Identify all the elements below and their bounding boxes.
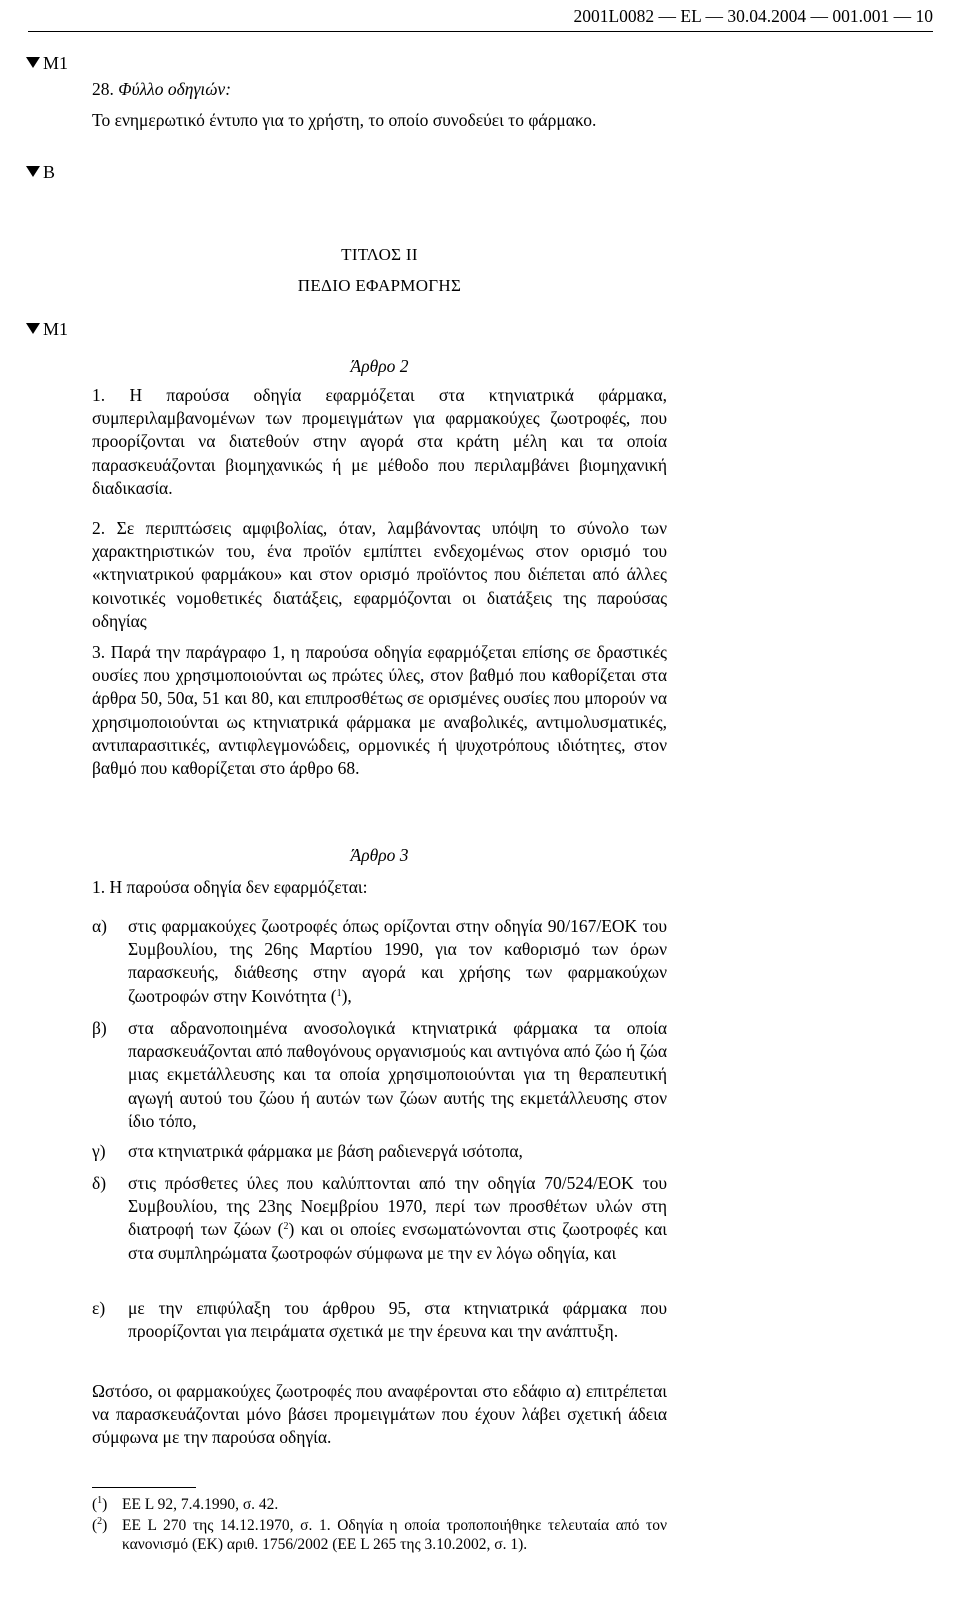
list-item-text: στα κτηνιατρικά φάρμακα με βάση ραδιενεργά ισότοπα,: [128, 1141, 523, 1161]
list-item-label: γ): [92, 1141, 106, 1161]
article-2-paragraph-2: 2. Σε περιπτώσεις αμφιβολίας, όταν, λαμβάνοντας υπόψη το σύνολο των χαρακτηριστικών του, ένα προϊόν εμπίπτει ενδεχομένως στον ορισμό του «κτηνιατρικού φαρμάκου» και στον ορισμό προϊόντος που διέπεται από άλλες κοινοτικές νομοθετικές διατάξεις, εφαρμόζονται οι διατάξεις της παρούσας οδηγίας: [92, 518, 667, 631]
triangle-down-icon: [26, 166, 40, 177]
list-item-text: στις φαρμακούχες ζωοτροφές όπως ορίζονται στην οδηγία 90/167/ΕΟΚ του Συμβουλίου, της 26ης Μαρτίου 1990, για τον καθορισμό των όρων παρασκευής, διάθεσης στην αγορά και χρήσης των φαρμακούχων ζωοτροφών στην Κοινότητα ($^1$),: [128, 916, 667, 1006]
definition-28-label: 28. Φύλλο οδηγιών:: [92, 79, 232, 99]
list-item-text: στα αδρανοποιημένα ανοσολογικά κτηνιατρικά φάρμακα τα οποία παρασκευάζονται από παθογόνους οργανισμούς και αντιγόνα από ζώο ή ζώα μιας εκμετάλλευσης και τα οποία χρησιμοποιούνται για τη θεραπευτική αγωγή αυτού του ζώου ή αυτών των ζώων αυτής της εκμετάλλευσης στον ίδιο τόπο,: [128, 1018, 667, 1131]
list-item-label: α): [92, 916, 107, 936]
footnote-ref: 1: [336, 987, 342, 999]
list-item: [92, 1140, 667, 1163]
article-2-paragraph-1: 1. Η παρούσα οδηγία εφαρμόζεται στα κτηνιατρικά φάρμακα, συμπεριλαμβανομένων των προμειγμάτων για φαρμακούχες ζωοτροφές, που προορίζονται να διατεθούν στην αγορά στα κράτη μέλη και τα οποία παρασκευάζονται βιομηχανικώς ή με μέθοδο που περιλαμβάνει βιομηχανική διαδικασία.: [92, 385, 667, 498]
list-item: [92, 1172, 667, 1265]
title-number: ΤΙΤΛΟΣ II: [341, 245, 418, 264]
footnote-divider: [92, 1487, 196, 1488]
list-item-label: β): [92, 1018, 107, 1038]
triangle-down-icon: [26, 323, 40, 334]
article-3-closing-paragraph: Ωστόσο, οι φαρμακούχες ζωοτροφές που αναφέρονται στο εδάφιο α) επιτρέπεται να παρασκευάζονται μόνο βάσει προμειγμάτων που έχουν λάβει σχετική άδεια σύμφωνα με την παρούσα οδηγία.: [92, 1381, 667, 1448]
article-2-paragraph-3: 3. Παρά την παράγραφο 1, η παρούσα οδηγία εφαρμόζεται επίσης σε δραστικές ουσίες που χρησιμοποιούνται ως πρώτες ύλες, στον βαθμό που καθορίζεται στα άρθρα 50, 50α, 51 και 80, και επιπροσθέτως σε ορισμένες ουσίες που μπορούν να χρησιμοποιούνται ως κτηνιατρικά φάρμακα με αναβολικές, αντιμολυσματικές, αντιπαρασιτικές, αντιφλεγμονώδεις, ορμονικές ή ψυχοτρόπους ιδιότητες, στον βαθμό που καθορίζεται στο άρθρο 68.: [92, 642, 667, 779]
title-name: ΠΕΔΙΟ ΕΦΑΡΜΟΓΗΣ: [297, 276, 462, 295]
footnote: ($^1$) ΕΕ L 92, 7.4.1990, σ. 42.: [92, 1495, 279, 1513]
amendment-marker-m1: M1: [26, 52, 68, 75]
list-item: [92, 1017, 667, 1133]
article-3-heading: Άρθρο 3: [350, 845, 409, 865]
list-item-label: δ): [92, 1173, 107, 1193]
article-3-paragraph-1: 1. Η παρούσα οδηγία δεν εφαρμόζεται:: [92, 877, 368, 897]
triangle-down-icon: [26, 57, 40, 68]
document-header: 2001L0082 — EL — 30.04.2004 — 001.001 — 10: [28, 3, 933, 32]
article-2-heading: Άρθρο 2: [350, 356, 409, 376]
list-item-label: ε): [92, 1298, 106, 1318]
footnote: ($^2$) ΕΕ L 270 της 14.12.1970, σ. 1. Οδηγία η οποία τροποποιήθηκε τελευταία από τον κανονισμό (ΕΚ) αριθ. 1756/2002 (ΕΕ L 265 της 3.10.2002, σ. 1).: [92, 1516, 667, 1553]
list-item-text: στις πρόσθετες ύλες που καλύπτονται από την οδηγία 70/524/ΕΟΚ του Συμβουλίου, της 23ης Νοεμβρίου 1970, περί των προσθέτων υλών στη διατροφή των ζώων ($^2$) και οι οποίες ενσωματώνονται στις ζωοτροφές και στα συμπληρώματα ζωοτροφών σύμφωνα με την εν λόγω οδηγία, και: [128, 1173, 667, 1263]
list-item: [92, 1297, 667, 1343]
amendment-marker-b: B: [26, 161, 55, 184]
definition-28-text: Το ενημερωτικό έντυπο για το χρήστη, το οποίο συνοδεύει το φάρμακο.: [92, 110, 597, 130]
list-item: [92, 915, 667, 1008]
footnote-ref: 2: [283, 1221, 289, 1233]
list-item-text: με την επιφύλαξη του άρθρου 95, στα κτηνιατρικά φάρμακα που προορίζονται για πειράματα σχετικά με την έρευνα και την ανάπτυξη.: [128, 1298, 667, 1342]
amendment-marker-m1: M1: [26, 318, 68, 341]
